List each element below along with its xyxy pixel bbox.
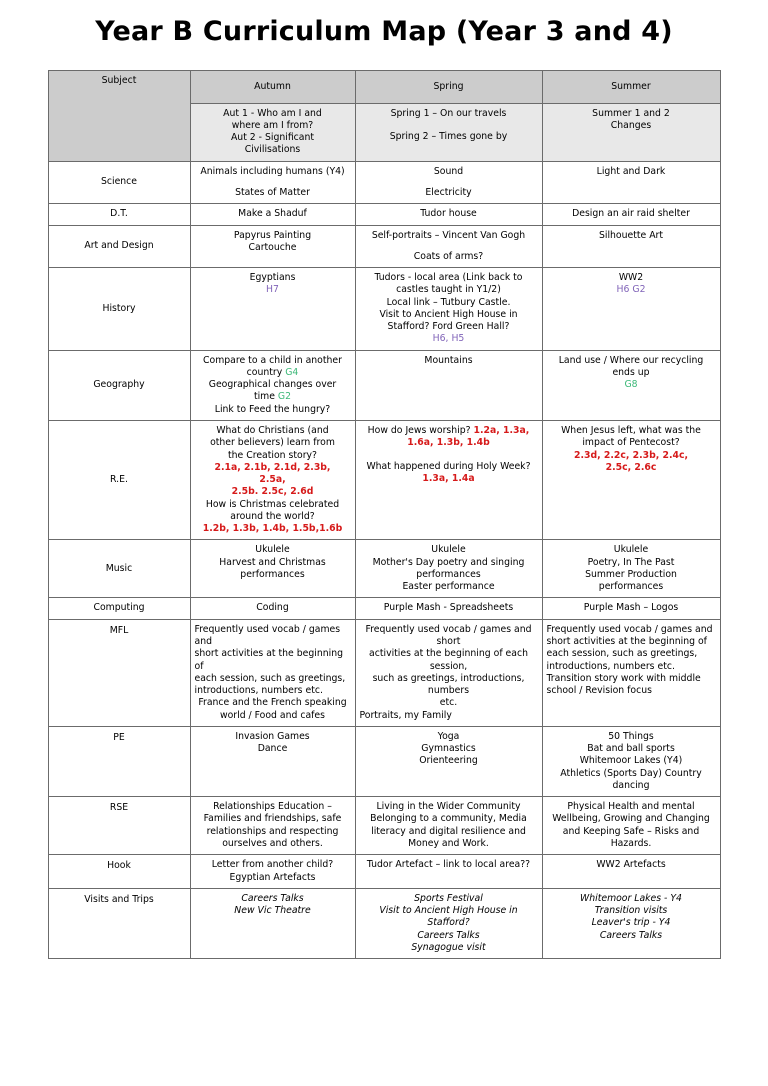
curriculum-code: 1.6a, 1.3b, 1.4b [407, 437, 490, 449]
topic-autumn-line-3: Aut 2 - Significant [230, 132, 315, 144]
cell-history-autumn [190, 268, 355, 351]
text-line: Living in the Wider Community [376, 801, 521, 813]
spacer [360, 120, 538, 131]
text-line: Athletics (Sports Day) Country [560, 767, 702, 779]
cell-dt-spring: Tudor house [355, 204, 542, 225]
text-line: How is Christmas celebrated [205, 498, 340, 510]
text-line: impact of Pentecost? [582, 437, 680, 449]
cell-art-autumn [190, 225, 355, 268]
text-line: school / Revision focus [546, 685, 652, 697]
text-line: France and the French speaking [198, 697, 347, 709]
text-line: Egyptians [249, 272, 296, 284]
table-row [48, 204, 720, 225]
text-line: literacy and digital resilience and [371, 825, 526, 837]
text-line: Link to Feed the hungry? [214, 403, 331, 415]
text-line: States of Matter [235, 187, 310, 199]
cell-music-spring [355, 540, 542, 598]
text-line: Transition story work with middle [546, 672, 701, 684]
text-line: Ukulele [431, 544, 466, 556]
text-line: introductions, numbers etc. [194, 685, 323, 697]
text-line: Careers Talks [599, 929, 663, 941]
topic-summer-line-2: Changes [610, 119, 652, 131]
text-line: performances [598, 581, 664, 593]
text-line: Summer Production [585, 568, 677, 580]
cell-hook-spring: Tudor Artefact – link to local area?? [355, 855, 542, 889]
text-line: country [246, 366, 286, 378]
topic-summer-line-1: Summer 1 and 2 [592, 107, 670, 119]
curriculum-code: 1.2b, 1.3b, 1.4b, 1.5b,1.6b [202, 523, 343, 535]
topic-autumn-line-1: Aut 1 - Who am I and [223, 107, 322, 119]
cell-visits-summer [542, 888, 720, 958]
subject-label-rse: RSE [48, 797, 190, 855]
text-line: Visit to Ancient High House in Stafford? [379, 905, 518, 929]
cell-history-summer [542, 268, 720, 351]
cell-science-spring [355, 161, 542, 204]
text-line: around the world? [230, 510, 315, 522]
text-line: Transition visits [594, 905, 668, 917]
subject-label-pe: PE [48, 726, 190, 796]
subject-label-mfl: MFL [48, 619, 190, 726]
cell-re-summer [542, 421, 720, 540]
table-row [48, 855, 720, 889]
text-line: Stafford? Ford Green Hall? [387, 321, 510, 333]
text-line: dancing [612, 779, 650, 791]
curriculum-code: 2.5c, 2.6c [605, 461, 657, 473]
cell-mfl-autumn [190, 619, 355, 726]
text-line: Orienteering [419, 755, 478, 767]
cell-hook-autumn [190, 855, 355, 889]
table-row [48, 421, 720, 540]
cell-pe-autumn [190, 726, 355, 796]
text-line: Families and friendships, safe [203, 813, 342, 825]
text-line: castles taught in Y1/2) [396, 284, 501, 296]
text-line: Dance [257, 743, 288, 755]
cell-mfl-summer [542, 619, 720, 726]
text-line: Relationships Education – [213, 801, 332, 813]
text-line: Belonging to a community, Media [370, 813, 527, 825]
text-line: Wellbeing, Growing and Changing [552, 813, 710, 825]
text-line: Letter from another child? [211, 859, 334, 871]
cell-dt-autumn: Make a Shaduf [190, 204, 355, 225]
text-line: Light and Dark [596, 165, 666, 177]
text-line: Leaver's trip - Y4 [591, 917, 671, 929]
cell-mfl-spring [355, 619, 542, 726]
cell-re-spring [355, 421, 542, 540]
cell-geography-spring: Mountains [355, 350, 542, 420]
cell-music-summer [542, 540, 720, 598]
text-line: Bat and ball sports [587, 743, 675, 755]
text-line: Easter performance [402, 581, 495, 593]
curriculum-code: G4 [285, 366, 299, 378]
cell-rse-spring [355, 797, 542, 855]
text-line: 50 Things [608, 730, 654, 742]
cell-visits-spring [355, 888, 542, 958]
text-line: Sports Festival [414, 892, 483, 904]
text-line: Gymnastics [421, 743, 476, 755]
text-line: world / Food and cafes [220, 709, 325, 721]
spacer [360, 450, 538, 461]
cell-science-summer [542, 161, 720, 204]
topic-spring-line-1: Spring 1 – On our travels [390, 107, 507, 119]
text-line: What do Christians (and [216, 425, 329, 436]
spacer [360, 178, 538, 187]
text-line: and Keeping Safe – Risks and [562, 825, 700, 837]
text-line: each session, such as greetings, [546, 648, 698, 660]
text-line: introductions, numbers etc. [546, 660, 675, 672]
text-line: each session, such as greetings, [194, 672, 346, 684]
text-line: short activities at the beginning of [546, 635, 707, 647]
text-line: ends up [612, 366, 650, 378]
table-row [48, 225, 720, 268]
text-line: When Jesus left, what was the [561, 425, 701, 436]
curriculum-code: 2.3d, 2.2c, 2.3b, 2.4c, [573, 449, 689, 461]
table-row [48, 726, 720, 796]
cell-history-spring [355, 268, 542, 351]
text-line: Whitemoor Lakes (Y4) [579, 755, 683, 767]
text-line: Frequently used vocab / games and short [365, 623, 532, 647]
table-row [48, 350, 720, 420]
text-line: such as greetings, introductions, numbers [372, 672, 525, 697]
curriculum-code: 1.3a, 1.4a [422, 472, 475, 484]
subject-label-science: Science [48, 161, 190, 204]
subject-label-dt: D.T. [48, 204, 190, 225]
curriculum-code: G8 [624, 379, 638, 391]
text-line: Portraits, my Family [359, 709, 452, 721]
spacer [195, 178, 351, 187]
text-line: Physical Health and mental [567, 801, 695, 813]
cell-rse-autumn [190, 797, 355, 855]
cell-art-spring [355, 225, 542, 268]
cell-science-autumn [190, 161, 355, 204]
text-line: Harvest and Christmas [219, 556, 326, 568]
cell-music-autumn [190, 540, 355, 598]
text-line: Ukulele [255, 544, 290, 556]
cell-rse-summer [542, 797, 720, 855]
table-row [48, 888, 720, 958]
topic-autumn-line-4: Civilisations [244, 144, 301, 156]
table-row [48, 797, 720, 855]
text-line: Money and Work. [408, 837, 489, 849]
page-title: Year B Curriculum Map (Year 3 and 4) [95, 16, 673, 47]
text-line: Yoga [437, 730, 460, 742]
text-line: Frequently used vocab / games and [194, 623, 341, 647]
text-line: Sound [433, 165, 464, 177]
topic-autumn-line-2: where am I from? [231, 119, 314, 131]
cell-geography-summer [542, 350, 720, 420]
text-line: performances [416, 568, 481, 580]
text-line: Self-portraits – Vincent Van Gogh [371, 229, 526, 241]
table-row [48, 161, 720, 204]
cell-visits-autumn [190, 888, 355, 958]
curriculum-code: G2 [277, 391, 292, 403]
column-header-spring: Spring [355, 70, 542, 103]
text-line: Synagogue visit [411, 941, 486, 953]
subject-label-geography: Geography [48, 350, 190, 420]
cell-geography-autumn [190, 350, 355, 420]
table-row [48, 619, 720, 726]
topic-spring-line-2: Spring 2 – Times gone by [389, 130, 508, 142]
curriculum-code: H7 [266, 284, 279, 296]
text-line: Land use / Where our recycling [558, 354, 704, 366]
text-line: Careers Talks [241, 892, 304, 904]
curriculum-code: 2.1a, 2.1b, 2.1d, 2.3b, [214, 461, 331, 473]
text-line: Frequently used vocab / games and [546, 623, 713, 635]
curriculum-code: 2.5a, [259, 474, 286, 486]
curriculum-code: 2.5b. 2.5c, 2.6d [231, 486, 314, 498]
cell-computing-autumn: Coding [190, 598, 355, 619]
cell-re-autumn [190, 421, 355, 540]
text-line: New Vic Theatre [234, 905, 311, 917]
topic-cell-summer [542, 103, 720, 161]
subject-label-computing: Computing [48, 598, 190, 619]
column-header-autumn: Autumn [190, 70, 355, 103]
table-row [48, 268, 720, 351]
table-row [48, 598, 720, 619]
subject-label-visits-and-trips: Visits and Trips [48, 888, 190, 958]
text-line: Local link – Tutbury Castle. [386, 296, 511, 308]
cell-art-summer: Silhouette Art [542, 225, 720, 268]
text-line: activities at the beginning of each session, [369, 648, 528, 672]
curriculum-code: H6 G2 [616, 284, 646, 296]
text-line: Compare to a child in another [203, 354, 342, 366]
text-line: WW2 [618, 272, 644, 284]
text-line: Animals including humans (Y4) [200, 165, 345, 177]
text-line: Poetry, In The Past [587, 556, 675, 568]
text-line: Mother's Day poetry and singing [372, 556, 525, 568]
subject-label-hook: Hook [48, 855, 190, 889]
subject-label-history: History [48, 268, 190, 351]
cell-computing-spring: Purple Mash - Spreadsheets [355, 598, 542, 619]
table-header-row [48, 70, 720, 103]
cell-dt-summer: Design an air raid shelter [542, 204, 720, 225]
text-line: Whitemoor Lakes - Y4 [580, 892, 682, 904]
subject-label-music: Music [48, 540, 190, 598]
table-row [48, 540, 720, 598]
cell-hook-summer: WW2 Artefacts [542, 855, 720, 889]
text-line: ourselves and others. [222, 837, 323, 849]
cell-pe-spring [355, 726, 542, 796]
text-line: short activities at the beginning of [194, 648, 343, 672]
text-line: Cartouche [248, 241, 297, 253]
subject-label-re: R.E. [48, 421, 190, 540]
curriculum-code: H6, H5 [432, 333, 465, 345]
spacer [360, 242, 538, 251]
text-line: the Creation story? [228, 449, 317, 461]
subject-label-art-and-design: Art and Design [48, 225, 190, 268]
curriculum-table [48, 70, 721, 959]
topic-cell-autumn [190, 103, 355, 161]
text-line: Egyptian Artefacts [229, 871, 316, 883]
text-line: Electricity [425, 187, 472, 199]
text-line: What happened during Holy Week? [366, 460, 531, 472]
text-line: How do Jews worship? [367, 425, 474, 436]
cell-computing-summer: Purple Mash – Logos [542, 598, 720, 619]
text-line: relationships and respecting [206, 825, 339, 837]
text-line: Tudors - local area (Link back to [374, 272, 523, 284]
text-line: Ukulele [613, 544, 649, 556]
text-line: time [253, 391, 278, 403]
text-line: Visit to Ancient High House in [379, 308, 518, 320]
text-line: other believers) learn from [210, 437, 335, 449]
text-line: performances [240, 568, 305, 580]
cell-pe-summer [542, 726, 720, 796]
column-header-subject: Subject [48, 70, 190, 161]
text-line: Papyrus Painting [233, 229, 312, 241]
text-line: Coats of arms? [413, 250, 484, 262]
text-line: Hazards. [610, 837, 652, 849]
topic-cell-spring [355, 103, 542, 161]
text-line: etc. [439, 697, 458, 709]
curriculum-code: 1.2a, 1.3a, [473, 425, 530, 436]
text-line: Geographical changes over [208, 379, 337, 391]
text-line: Careers Talks [417, 929, 480, 941]
column-header-summer: Summer [542, 70, 720, 103]
text-line: Invasion Games [235, 730, 310, 742]
